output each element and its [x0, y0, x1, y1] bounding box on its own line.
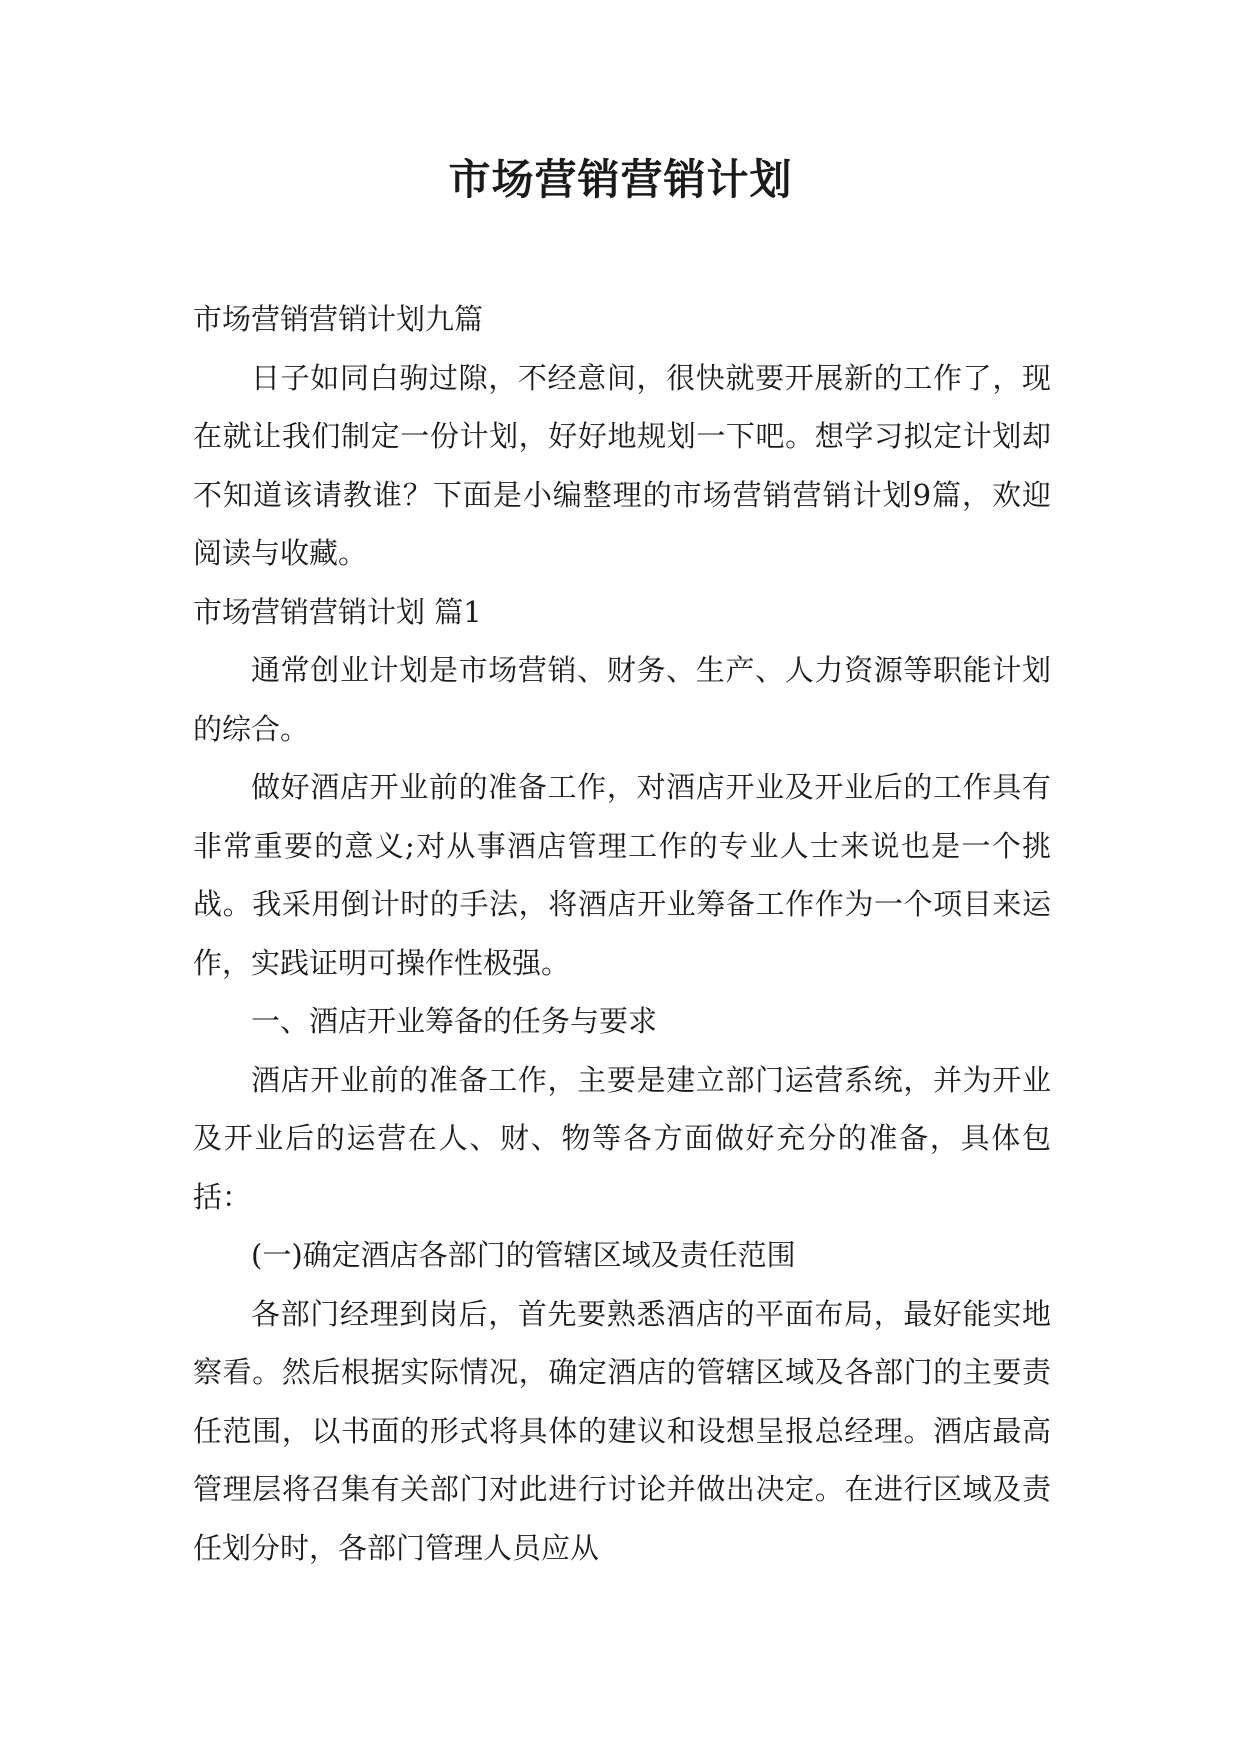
- section-heading: 市场营销营销计划 篇1: [193, 594, 482, 629]
- paragraph: 各部门经理到岗后，首先要熟悉酒店的平面布局，最好能实地察看。然后根据实际情况，确定酒店的管辖区域及各部门的主要责任范围，以书面的形式将具体的建议和设想呈报总经理。酒店最高管理层将召集有关部门对此进行讨论并做出决定。在进行区域及责任划分时，各部门管理人员应从: [193, 1296, 1051, 1565]
- paragraph: 酒店开业前的准备工作，主要是建立部门运营系统，并为开业及开业后的运营在人、财、物等各方面做好充分的准备，具体包括：: [193, 1062, 1051, 1214]
- paragraph: 做好酒店开业前的准备工作，对酒店开业及开业后的工作具有非常重要的意义;对从事酒店管理工作的专业人士来说也是一个挑战。我采用倒计时的手法，将酒店开业筹备工作作为一个项目来运作，实践证明可操作性极强。: [193, 770, 1051, 980]
- document-body: [193, 290, 1051, 1577]
- paragraph: 市场营销营销计划九篇: [193, 302, 484, 336]
- document-title: 市场营销营销计划: [448, 155, 793, 204]
- subheading: (一)确定酒店各部门的管辖区域及责任范围: [251, 1238, 796, 1272]
- paragraph: 通常创业计划是市场营销、财务、生产、人力资源等职能计划的综合。: [193, 653, 1051, 746]
- subheading: 一、酒店开业筹备的任务与要求: [251, 1004, 658, 1038]
- paragraph: 日子如同白驹过隙，不经意间，很快就要开展新的工作了，现在就让我们制定一份计划，好好地规划一下吧。想学习拟定计划却不知道该请教谁？下面是小编整理的市场营销营销计划9篇，欢迎阅读与收藏。: [193, 360, 1051, 570]
